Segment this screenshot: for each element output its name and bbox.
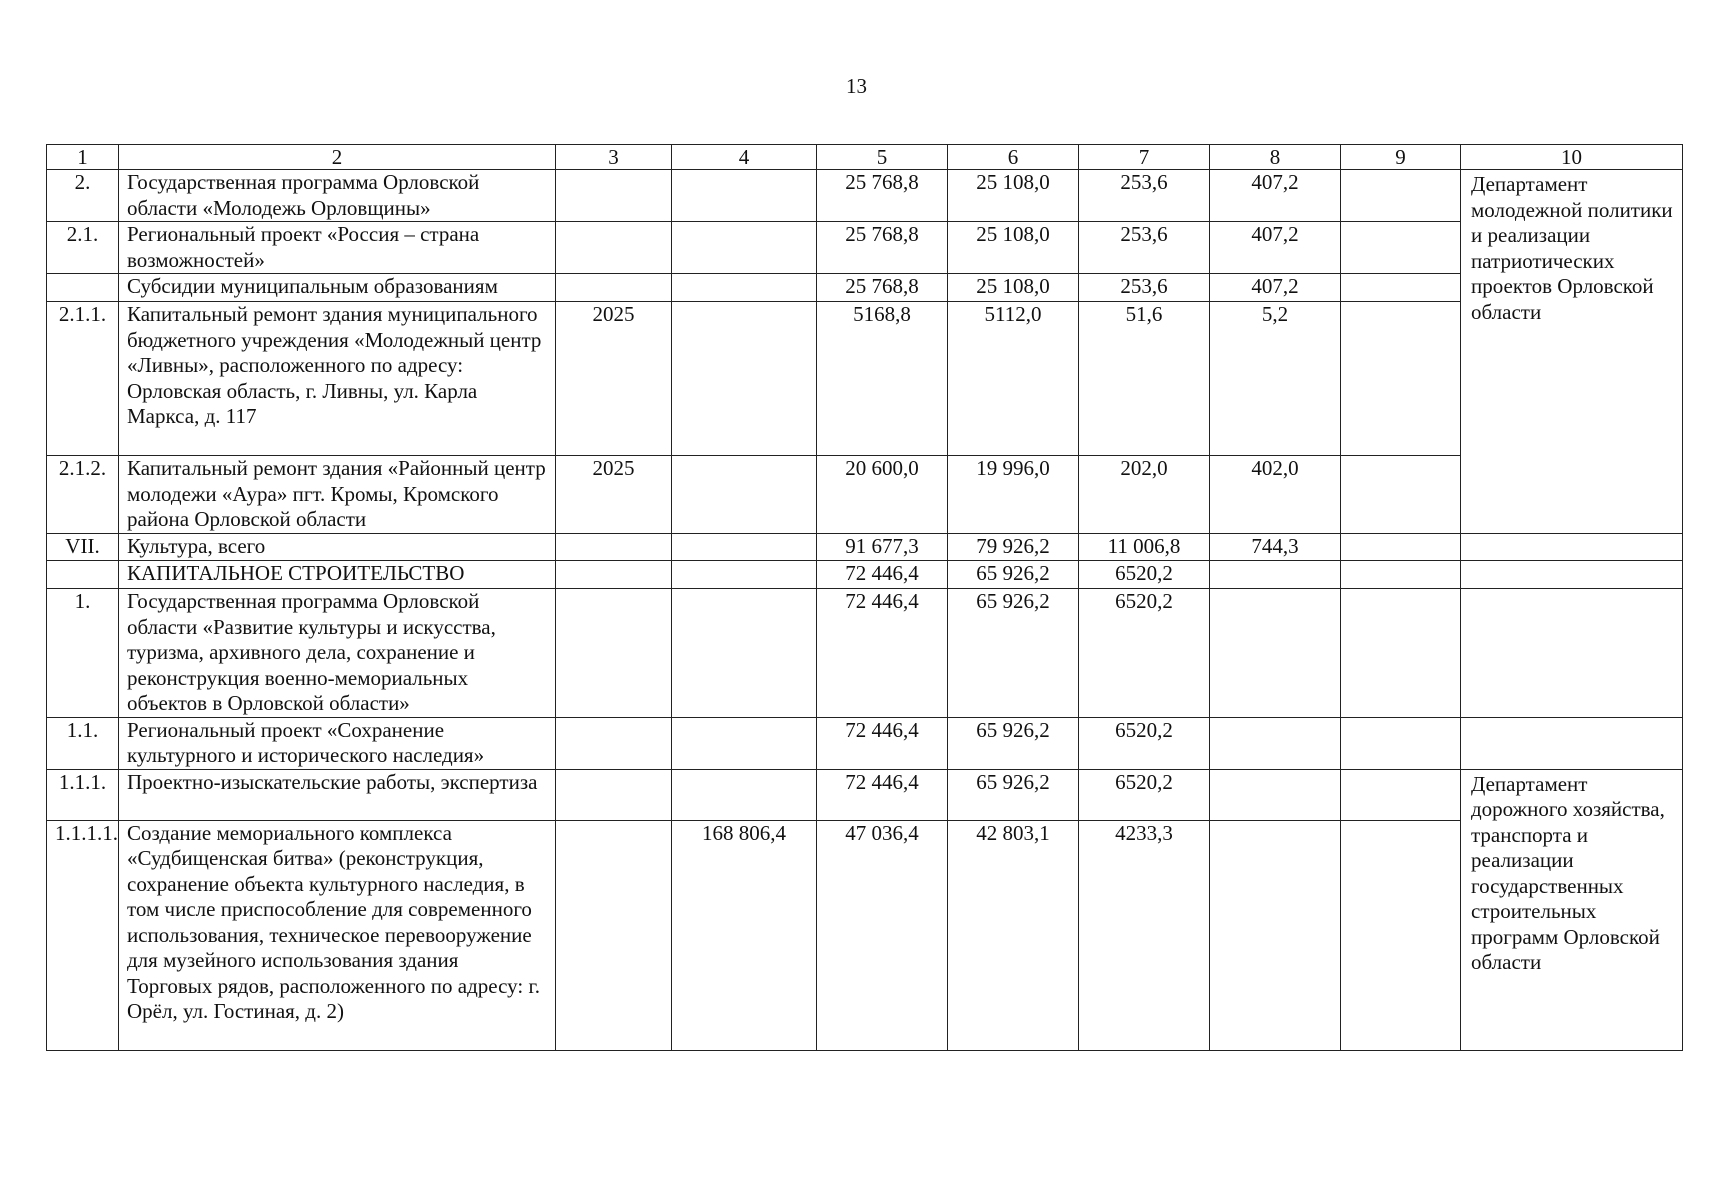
cell-total-cost: 168 806,4 (672, 820, 817, 1050)
table-row (47, 274, 1683, 302)
header-cell: 3 (556, 145, 672, 170)
cell-col6: 65 926,2 (948, 717, 1079, 769)
cell-col8: 5,2 (1210, 302, 1341, 456)
cell-col9 (1341, 456, 1461, 534)
cell-agency (1461, 589, 1683, 718)
responsible-agency-youth: Департамент молодежной политики и реализации патриотических проектов Орловской области (1461, 170, 1683, 534)
cell-col6: 42 803,1 (948, 820, 1079, 1050)
cell-total-cost (672, 222, 817, 274)
cell-col5: 5168,8 (817, 302, 948, 456)
cell-col9 (1341, 561, 1461, 589)
row-name: Культура, всего (119, 534, 556, 561)
cell-col7: 253,6 (1079, 222, 1210, 274)
cell-col5: 72 446,4 (817, 589, 948, 718)
cell-col6: 65 926,2 (948, 561, 1079, 589)
responsible-agency-roads: Департамент дорожного хозяйства, транспорта и реализации государственных строительных программ Орловской области (1461, 769, 1683, 1050)
cell-col9 (1341, 769, 1461, 820)
cell-col6: 25 108,0 (948, 274, 1079, 302)
budget-table (46, 144, 1683, 1051)
header-cell: 5 (817, 145, 948, 170)
cell-year: 2025 (556, 456, 672, 534)
cell-year (556, 170, 672, 222)
cell-col9 (1341, 222, 1461, 274)
header-cell: 10 (1461, 145, 1683, 170)
header-cell: 4 (672, 145, 817, 170)
table-row (47, 302, 1683, 456)
cell-total-cost (672, 274, 817, 302)
row-name: Государственная программа Орловской области «Развитие культуры и искусства, туризма, архивного дела, сохранение и реконструкция военно-мемориальных объектов в Орловской области» (119, 589, 556, 718)
cell-col6: 79 926,2 (948, 534, 1079, 561)
row-number: 1.1.1. (47, 769, 119, 820)
cell-year (556, 589, 672, 718)
cell-col5: 20 600,0 (817, 456, 948, 534)
cell-col7: 6520,2 (1079, 561, 1210, 589)
cell-col5: 25 768,8 (817, 170, 948, 222)
cell-col7: 6520,2 (1079, 717, 1210, 769)
row-name: Региональный проект «Россия – страна возможностей» (119, 222, 556, 274)
cell-col8 (1210, 589, 1341, 718)
table-row (47, 717, 1683, 769)
cell-year (556, 820, 672, 1050)
table-row (47, 170, 1683, 222)
cell-col8: 744,3 (1210, 534, 1341, 561)
cell-col8 (1210, 561, 1341, 589)
table-row (47, 769, 1683, 820)
cell-col7: 6520,2 (1079, 589, 1210, 718)
cell-col6: 65 926,2 (948, 769, 1079, 820)
cell-year (556, 534, 672, 561)
cell-col9 (1341, 302, 1461, 456)
row-number (47, 274, 119, 302)
table-row (47, 820, 1683, 1050)
row-number: VII. (47, 534, 119, 561)
cell-col9 (1341, 274, 1461, 302)
cell-col9 (1341, 170, 1461, 222)
cell-total-cost (672, 769, 817, 820)
header-cell: 1 (47, 145, 119, 170)
row-name: Субсидии муниципальным образованиям (119, 274, 556, 302)
cell-col8: 407,2 (1210, 170, 1341, 222)
row-name: Капитальный ремонт здания муниципального бюджетного учреждения «Молодежный центр «Ливны», расположенного по адресу: Орловская область, г. Ливны, ул. Карла Маркса, д. 117 (119, 302, 556, 456)
cell-col7: 253,6 (1079, 170, 1210, 222)
cell-col8: 407,2 (1210, 274, 1341, 302)
cell-year (556, 769, 672, 820)
cell-total-cost (672, 717, 817, 769)
row-name: Создание мемориального комплекса «Судбищенская битва» (реконструкция, сохранение объекта культурного наследия, в том числе приспособление для современного использования, техническое перевооружение для музейного использования здания Торговых рядов, расположенного по адресу: г. Орёл, ул. Гостиная, д. 2) (119, 820, 556, 1050)
cell-col5: 47 036,4 (817, 820, 948, 1050)
cell-agency (1461, 717, 1683, 769)
cell-total-cost (672, 534, 817, 561)
cell-agency (1461, 534, 1683, 561)
cell-col8 (1210, 820, 1341, 1050)
cell-col5: 91 677,3 (817, 534, 948, 561)
cell-col6: 65 926,2 (948, 589, 1079, 718)
cell-col5: 25 768,8 (817, 222, 948, 274)
cell-year (556, 222, 672, 274)
row-name: Региональный проект «Сохранение культурного и исторического наследия» (119, 717, 556, 769)
header-cell: 7 (1079, 145, 1210, 170)
cell-col8: 407,2 (1210, 222, 1341, 274)
row-number: 2.1.1. (47, 302, 119, 456)
table-row (47, 534, 1683, 561)
table-row (47, 456, 1683, 534)
cell-col6: 5112,0 (948, 302, 1079, 456)
cell-total-cost (672, 589, 817, 718)
row-number: 2.1.2. (47, 456, 119, 534)
header-cell: 2 (119, 145, 556, 170)
cell-col9 (1341, 717, 1461, 769)
page-number: 13 (846, 74, 867, 98)
cell-col9 (1341, 820, 1461, 1050)
cell-total-cost (672, 170, 817, 222)
table-row (47, 589, 1683, 718)
table-row (47, 561, 1683, 589)
cell-col7: 253,6 (1079, 274, 1210, 302)
row-number: 2.1. (47, 222, 119, 274)
cell-col8 (1210, 769, 1341, 820)
cell-year (556, 274, 672, 302)
cell-col5: 72 446,4 (817, 717, 948, 769)
cell-col8 (1210, 717, 1341, 769)
header-cell: 8 (1210, 145, 1341, 170)
row-number (47, 561, 119, 589)
cell-col6: 25 108,0 (948, 170, 1079, 222)
cell-col5: 25 768,8 (817, 274, 948, 302)
cell-col7: 11 006,8 (1079, 534, 1210, 561)
cell-col8: 402,0 (1210, 456, 1341, 534)
cell-col5: 72 446,4 (817, 769, 948, 820)
cell-col7: 51,6 (1079, 302, 1210, 456)
table-row (47, 222, 1683, 274)
cell-year (556, 561, 672, 589)
cell-col9 (1341, 534, 1461, 561)
cell-agency (1461, 561, 1683, 589)
row-number: 1.1.1.1. (47, 820, 119, 1050)
header-cell: 6 (948, 145, 1079, 170)
cell-total-cost (672, 561, 817, 589)
row-name: КАПИТАЛЬНОЕ СТРОИТЕЛЬСТВО (119, 561, 556, 589)
cell-year: 2025 (556, 302, 672, 456)
cell-col7: 202,0 (1079, 456, 1210, 534)
row-name: Капитальный ремонт здания «Районный центр молодежи «Аура» пгт. Кромы, Кромского района Орловской области (119, 456, 556, 534)
row-number: 2. (47, 170, 119, 222)
cell-total-cost (672, 302, 817, 456)
row-name: Государственная программа Орловской области «Молодежь Орловщины» (119, 170, 556, 222)
header-cell: 9 (1341, 145, 1461, 170)
cell-col6: 19 996,0 (948, 456, 1079, 534)
cell-col7: 4233,3 (1079, 820, 1210, 1050)
row-number: 1.1. (47, 717, 119, 769)
cell-year (556, 717, 672, 769)
cell-col5: 72 446,4 (817, 561, 948, 589)
cell-total-cost (672, 456, 817, 534)
column-number-row (47, 145, 1683, 170)
cell-col7: 6520,2 (1079, 769, 1210, 820)
row-number: 1. (47, 589, 119, 718)
row-name: Проектно-изыскательские работы, экспертиза (119, 769, 556, 820)
cell-col9 (1341, 589, 1461, 718)
cell-col6: 25 108,0 (948, 222, 1079, 274)
